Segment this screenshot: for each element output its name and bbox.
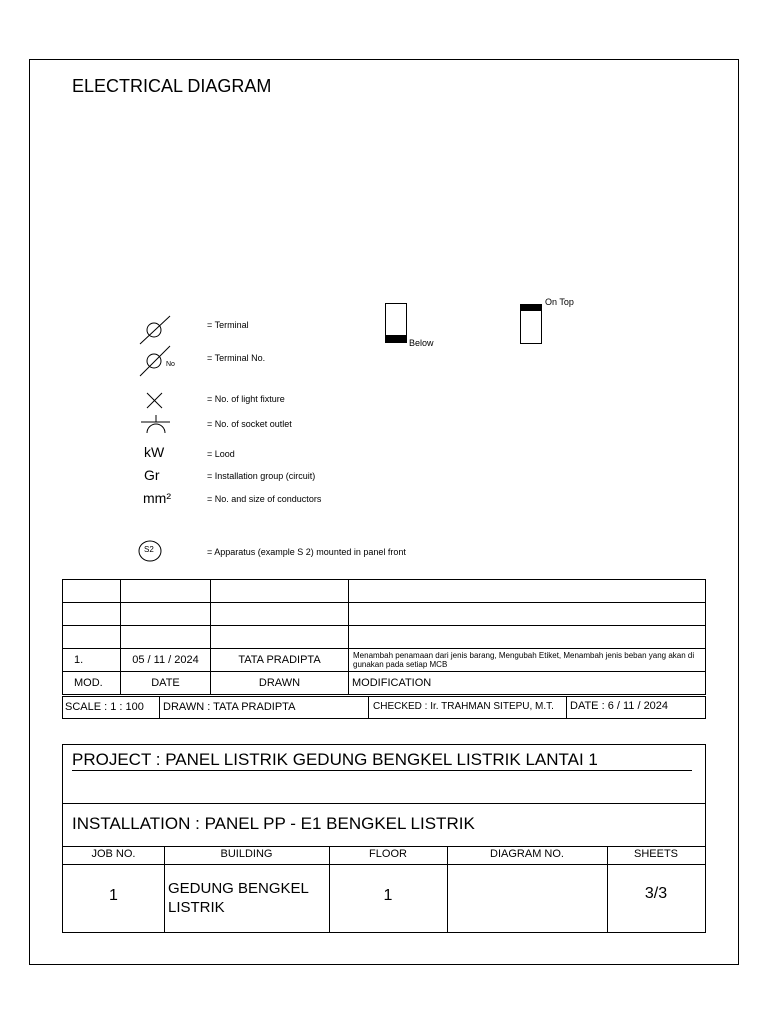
project-title: PROJECT : PANEL LISTRIK GEDUNG BENGKEL LISTRIK LANTAI 1 xyxy=(72,750,598,769)
building-value: GEDUNG BENGKEL LISTRIK xyxy=(168,880,309,916)
table-row xyxy=(63,580,706,603)
legend-text-terminal: = Terminal xyxy=(207,320,249,330)
job-no-value: 1 xyxy=(109,887,118,904)
mod-drawn: TATA PRADIPTA xyxy=(211,649,349,672)
drawing-info-row xyxy=(62,696,706,719)
table-row xyxy=(63,626,706,649)
header-drawn: DRAWN xyxy=(211,672,349,695)
drawn-text: DRAWN : TATA PRADIPTA xyxy=(163,701,296,713)
header-building: BUILDING xyxy=(220,848,273,860)
kw-symbol: kW xyxy=(144,444,165,460)
legend-text-installation-group: = Installation group (circuit) xyxy=(207,471,316,481)
legend-text-conductors: = No. and size of conductors xyxy=(207,494,322,504)
legend-text-apparatus: = Apparatus (example S 2) mounted in panel front xyxy=(207,547,406,557)
below-position-box xyxy=(385,303,407,343)
installation-title: INSTALLATION : PANEL PP - E1 BENGKEL LISTRIK xyxy=(72,814,475,833)
table-row xyxy=(63,603,706,626)
modification-table xyxy=(62,579,706,695)
header-sheets: SHEETS xyxy=(633,848,678,860)
mod-description: Menambah penamaan dari jenis barang, Mengubah Etiket, Menambah jenis beban yang akan di gunakan pada setiap MCB xyxy=(349,649,706,672)
light-fixture-symbol-icon xyxy=(146,392,164,410)
socket-outlet-symbol-icon xyxy=(141,415,171,435)
gr-symbol: Gr xyxy=(144,467,160,483)
table-row xyxy=(63,649,706,672)
legend-text-terminal-no: = Terminal No. xyxy=(207,353,266,363)
sheets-value: 3/3 xyxy=(644,885,668,902)
page-title: ELECTRICAL DIAGRAM xyxy=(72,76,272,96)
mm2-symbol: mm² xyxy=(143,490,171,506)
date-text: DATE : 6 / 11 / 2024 xyxy=(570,700,669,712)
mod-number: 1. xyxy=(63,649,121,672)
apparatus-symbol-label: S2 xyxy=(144,545,154,554)
terminal-no-sub-label: No xyxy=(166,361,175,368)
legend-text-socket-outlet: = No. of socket outlet xyxy=(207,419,292,429)
header-floor: FLOOR xyxy=(369,848,407,860)
project-title-block xyxy=(62,744,706,933)
table-header-row xyxy=(63,672,706,695)
legend-text-light-fixture: = No. of light fixture xyxy=(207,394,285,404)
on-top-position-box xyxy=(520,304,542,344)
header-date: DATE xyxy=(121,672,211,695)
on-top-label: On Top xyxy=(545,297,574,307)
scale-text: SCALE : 1 : 100 xyxy=(65,701,144,713)
project-underline xyxy=(72,770,692,771)
mod-date: 05 / 11 / 2024 xyxy=(121,649,211,672)
terminal-symbol-icon xyxy=(138,315,174,347)
header-job-no: JOB NO. xyxy=(91,848,136,860)
header-diagram-no: DIAGRAM NO. xyxy=(490,848,564,860)
legend-text-load: = Lood xyxy=(207,449,235,459)
below-label: Below xyxy=(409,338,434,348)
header-mod: MOD. xyxy=(63,672,121,695)
checked-text: CHECKED : Ir. TRAHMAN SITEPU, M.T. xyxy=(373,701,554,712)
header-modification: MODIFICATION xyxy=(349,672,706,695)
floor-value: 1 xyxy=(383,887,393,904)
